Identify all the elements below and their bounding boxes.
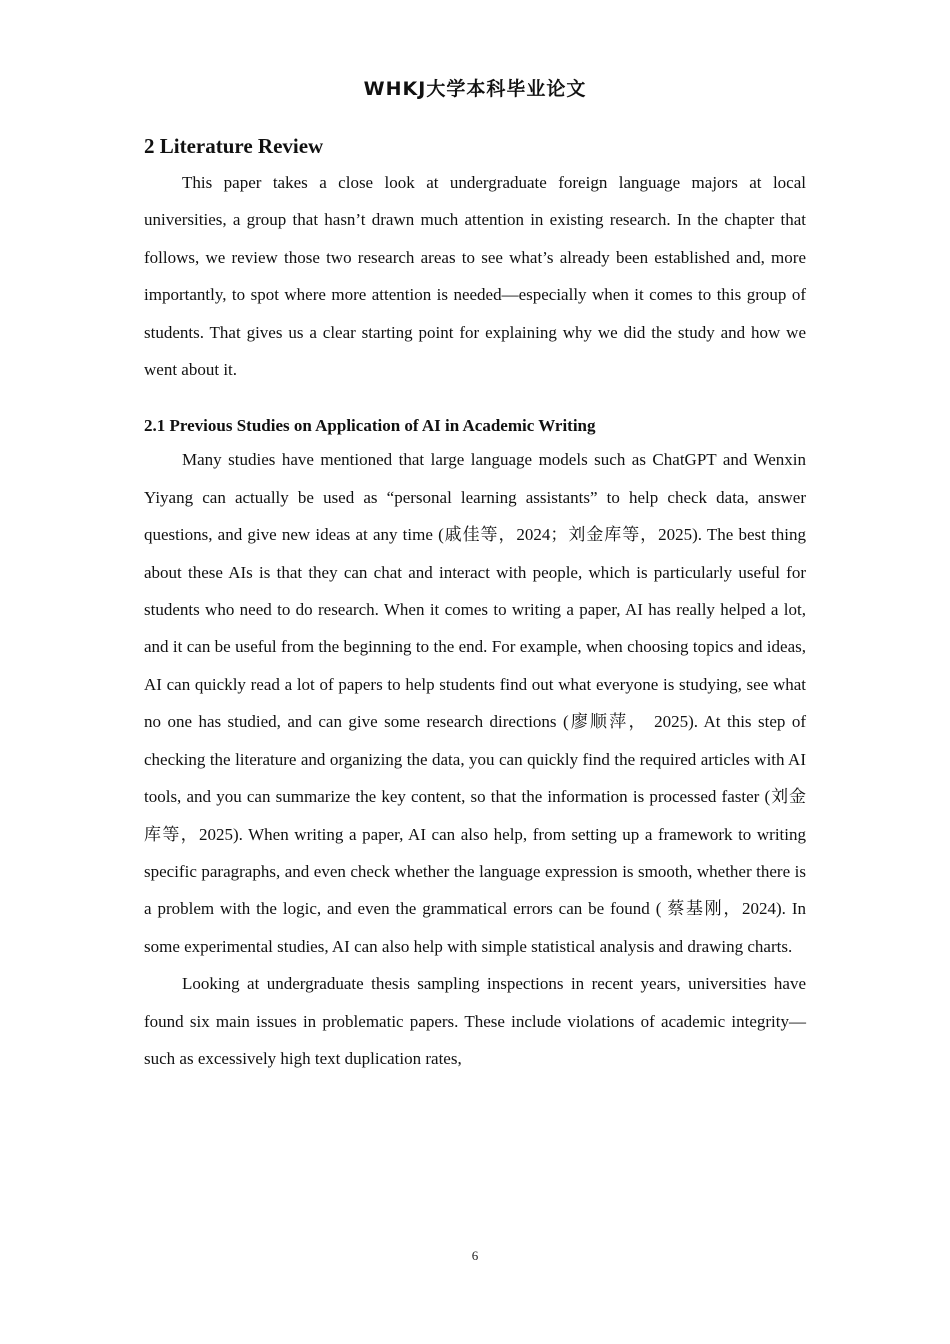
section-paragraph-2: Looking at undergraduate thesis sampling inspections in recent years, universities have found six main issues in problematic papers. These include violations of academic integrity—such as excessively high text duplication rates,: [144, 974, 806, 1068]
page-number: 6: [471, 1248, 479, 1263]
running-header: WHKJ大学本科毕业论文: [363, 78, 587, 100]
chapter-title: 2 Literature Review: [144, 134, 324, 158]
chapter-intro-paragraph: This paper takes a close look at undergraduate foreign language majors at local universities, a group that hasn’t drawn much attention in existing research. In the chapter that follows, we review those two research areas to see what’s already been established and, more importantly, to spot where more attention is needed—especially when it comes to this group of students. That gives us a clear starting point for explaining why we did the study and how we went about it.: [144, 173, 806, 380]
section-paragraph-1: Many studies have mentioned that large language models such as ChatGPT and Wenxin Yiyang can actually be used as “personal learning assistants” to help check data, answer questions, and give new ideas at any time (戚佳等，2024；刘金库等，2025). The best thing about these AIs is that they can chat and interact with people, which is particularly useful for students who need to do research. When it comes to writing a paper, AI has really helped a lot, and it can be useful from the beginning to the end. For example, when choosing topics and ideas, AI can quickly read a lot of papers to help students find out what everyone is studying, see what no one has studied, and can give some research directions (廖顺萍， 2025). At this step of checking the literature and organizing the data, you can quickly find the required articles with AI tools, and you can summarize the key content, so that the information is processed faster (刘金库等，2025). When writing a paper, AI can also help, from setting up a framework to writing specific paragraphs, and even check whether the language expression is smooth, whether there is a problem with the logic, and even the grammatical errors can be found ( 蔡基刚，2024). In some experimental studies, AI can also help with simple statistical analysis and drawing charts.: [144, 450, 806, 956]
section-title: 2.1 Previous Studies on Application of AI in Academic Writing: [144, 416, 596, 436]
page-content: [144, 128, 806, 1077]
